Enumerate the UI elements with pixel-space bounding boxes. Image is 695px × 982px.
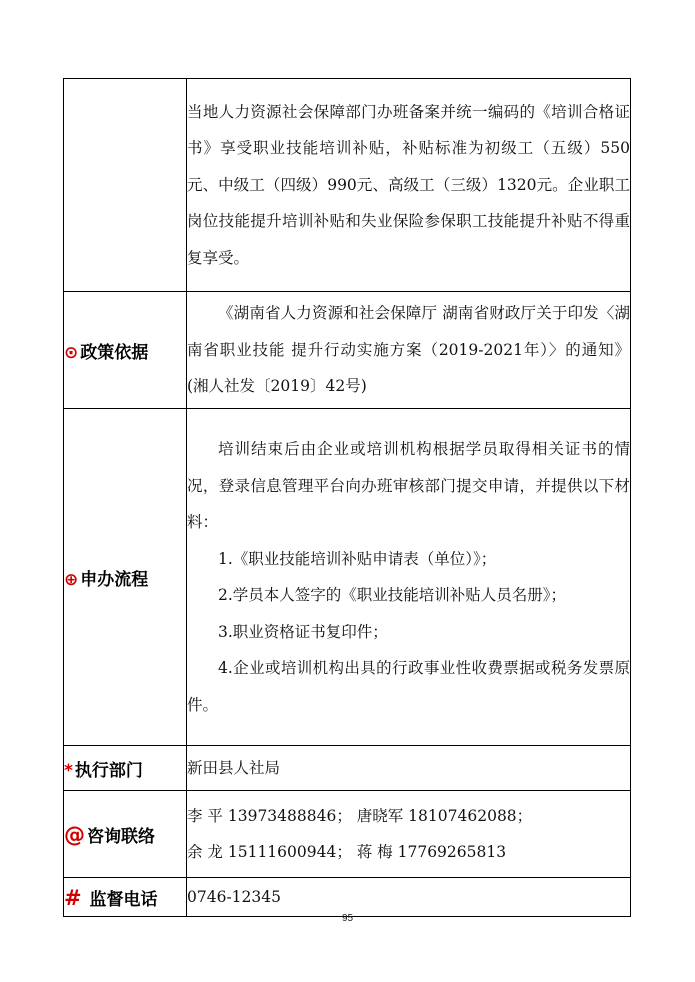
continued-content-cell: [187, 79, 631, 292]
table-row: [64, 409, 631, 746]
page-number: 95: [341, 913, 354, 924]
list-item: 1.《职业技能培训补贴申请表（单位）》；: [218, 549, 497, 568]
table-row: [64, 292, 631, 409]
department-value-cell: [187, 746, 631, 791]
table-row: [64, 791, 631, 878]
contact-line-2: 余 龙 15111600944； 蒋 梅 17769265813: [187, 843, 507, 861]
process-content-cell: [187, 409, 631, 746]
policy-label-cell: [64, 292, 187, 409]
table-row: [64, 746, 631, 791]
list-item: 3.职业资格证书复印件；: [218, 622, 388, 641]
circle-plus-icon: ⊕: [64, 569, 79, 590]
contact-label: 咨询联络: [87, 826, 155, 847]
asterisk-icon: *: [64, 760, 73, 781]
process-label: 申办流程: [80, 569, 149, 590]
process-label-cell: [64, 409, 187, 746]
empty-label-cell: [64, 79, 187, 292]
department-label-cell: [64, 746, 187, 791]
contact-line-1: 李 平 13973488846； 唐晓军 18107462088；: [187, 807, 533, 825]
hotline-value-cell: [187, 878, 631, 917]
list-item: 2.学员本人签字的《职业技能培训补贴人员名册》；: [218, 586, 567, 604]
policy-content-cell: [187, 292, 631, 409]
contact-label-cell: [64, 791, 187, 878]
department-value: 新田县人社局: [187, 758, 281, 777]
at-sign-icon: @: [64, 822, 85, 847]
policy-basis-text: 《湖南省人力资源和社会保障厅 湖南省财政厅关于印发〈湖南省职业技能 提升行动实施方案（2019-2021年）〉的通知》(湘人社发〔2019〕42号): [187, 304, 630, 396]
table-row: [64, 878, 631, 917]
department-label: 执行部门: [74, 760, 143, 781]
process-intro: 培训结束后由企业或培训机构根据学员取得相关证书的情况，登录信息管理平台向办班审核部门提交申请，并提供以下材料：: [187, 440, 630, 531]
contact-value-cell: [187, 791, 631, 878]
table-row: [64, 79, 631, 292]
hotline-value: 0746-12345: [187, 887, 281, 906]
info-table: [63, 78, 631, 917]
list-item: 4.企业或培训机构出具的行政事业性收费票据或税务发票原件。: [187, 659, 630, 714]
policy-label: 政策依据: [80, 342, 149, 363]
hotline-label-cell: [64, 878, 187, 917]
hotline-label: 监督电话: [89, 889, 158, 910]
circle-dot-icon: ⊙: [64, 342, 79, 363]
hash-icon: #: [64, 885, 82, 910]
continued-paragraph: 当地人力资源社会保障部门办班备案并统一编码的《培训合格证书》享受职业技能培训补贴，补贴标准为初级工（五级）550元、中级工（四级）990元、高级工（三级）1320元。企业职工岗位技能提升培训补贴和失业保险参保职工技能提升补贴不得重复享受。: [187, 102, 630, 267]
